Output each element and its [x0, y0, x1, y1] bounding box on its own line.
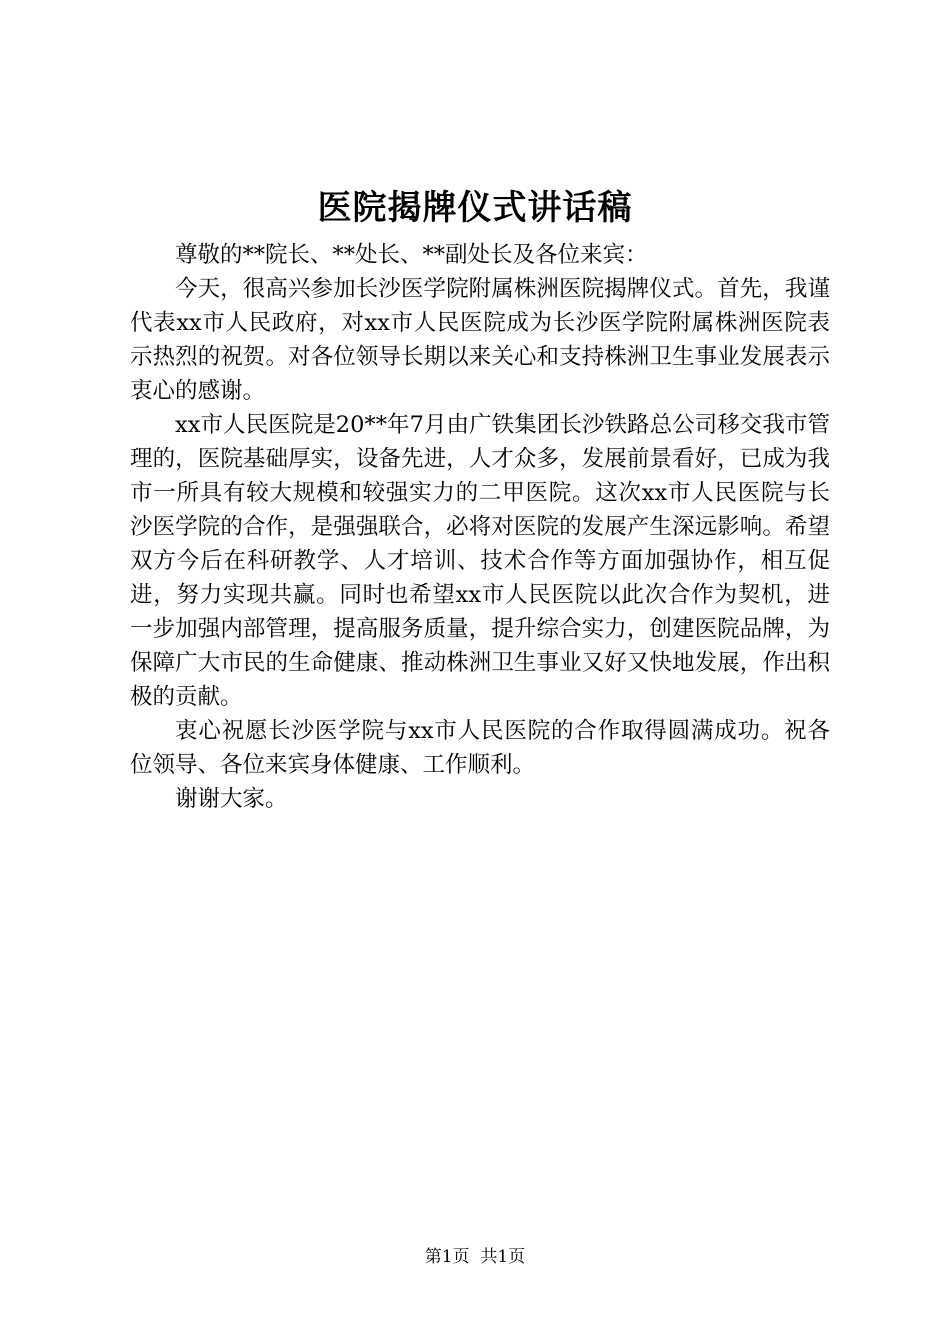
hospital-intro-paragraph: xx市人民医院是20**年7月由广铁集团长沙铁路总公司移交我市管理的，医院基础厚实，设备先进，人才众多，发展前景看好，已成为我市一所具有较大规模和较强实力的二甲医院。这次xx市人民医院与长沙医学院的合作，是强强联合，必将对医院的发展产生深远影响。希望双方今后在科研教学、人才培训、技术合作等方面加强协作，相互促进，努力实现共赢。同时也希望xx市人民医院以此次合作为契机，进一步加强内部管理，提高服务质量，提升综合实力，创建医院品牌，为保障广大市民的生命健康、推动株洲卫生事业又好又快地发展，作出积极的贡献。: [130, 412, 830, 710]
opening-paragraph: 今天，很高兴参加长沙医学院附属株洲医院揭牌仪式。首先，我谨代表xx市人民政府，对xx市人民医院成为长沙医学院附属株洲医院表示热烈的祝贺。对各位领导长期以来关心和支持株洲卫生事业发展表示衷心的感谢。: [130, 276, 830, 404]
document-body: [130, 238, 830, 816]
page-number: 第1页: [424, 1247, 470, 1267]
wishes-paragraph: 衷心祝愿长沙医学院与xx市人民医院的合作取得圆满成功。祝各位领导、各位来宾身体健康、工作顺利。: [130, 718, 830, 778]
page-footer: [0, 1246, 950, 1268]
salutation-paragraph: 尊敬的**院长、**处长、**副处长及各位来宾：: [175, 242, 648, 268]
document-title: 医院揭牌仪式讲话稿: [317, 188, 633, 228]
page-total: 共1页: [480, 1247, 526, 1267]
closing-paragraph: 谢谢大家。: [175, 786, 288, 812]
